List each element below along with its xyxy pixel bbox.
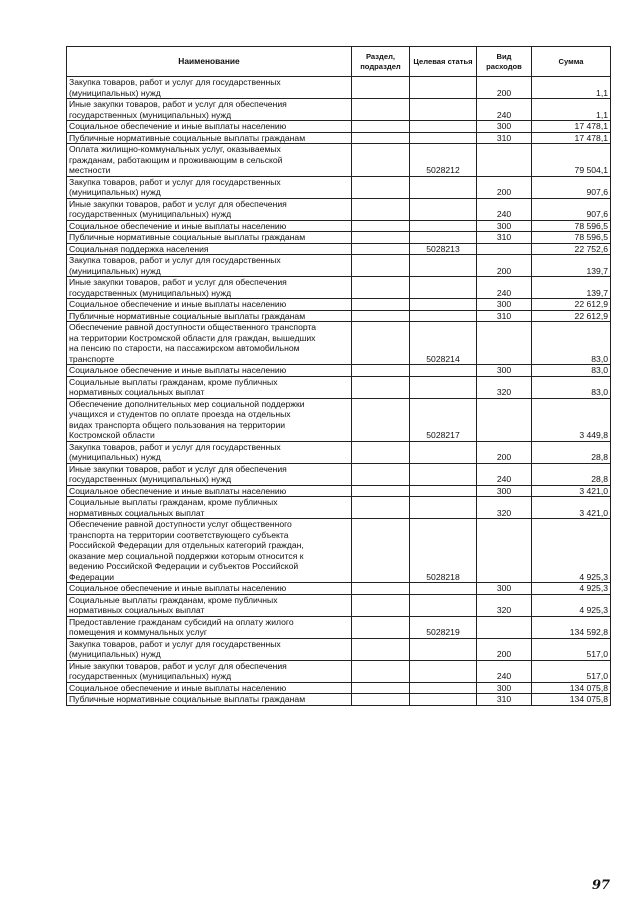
row-target — [410, 176, 477, 198]
row-target — [410, 376, 477, 398]
row-section — [352, 497, 410, 519]
row-sum: 3 421,0 — [532, 485, 611, 497]
row-target — [410, 220, 477, 232]
row-name: Социальное обеспечение и иные выплаты населению — [67, 121, 352, 133]
row-target — [410, 310, 477, 322]
row-target: 5028217 — [410, 398, 477, 441]
row-type: 240 — [477, 660, 532, 682]
row-section — [352, 99, 410, 121]
row-name: Обеспечение равной доступности услуг общественного транспорта на территории соответствующего субъекта Российской Федерации для отдельных категорий граждан, оказание мер социальной поддержки которым относится к ведению Российской Федерации и субъектов Российской Федерации — [67, 519, 352, 583]
table-row — [67, 376, 611, 398]
table-row — [67, 99, 611, 121]
row-target — [410, 255, 477, 277]
row-sum: 4 925,3 — [532, 583, 611, 595]
row-name: Закупка товаров, работ и услуг для государственных (муниципальных) нужд — [67, 255, 352, 277]
row-section — [352, 682, 410, 694]
row-section — [352, 441, 410, 463]
row-section — [352, 132, 410, 144]
row-sum: 17 478,1 — [532, 121, 611, 133]
row-target — [410, 232, 477, 244]
table-row — [67, 322, 611, 365]
row-target — [410, 694, 477, 706]
row-section — [352, 583, 410, 595]
row-type: 320 — [477, 594, 532, 616]
table-row — [67, 638, 611, 660]
row-type — [477, 398, 532, 441]
row-name: Социальное обеспечение и иные выплаты населению — [67, 485, 352, 497]
row-sum: 517,0 — [532, 638, 611, 660]
row-name: Публичные нормативные социальные выплаты гражданам — [67, 694, 352, 706]
table-row — [67, 121, 611, 133]
row-section — [352, 220, 410, 232]
row-section — [352, 243, 410, 255]
row-section — [352, 77, 410, 99]
table-row — [67, 176, 611, 198]
row-name: Публичные нормативные социальные выплаты гражданам — [67, 310, 352, 322]
table-row — [67, 485, 611, 497]
row-target — [410, 682, 477, 694]
row-target — [410, 277, 477, 299]
row-name: Публичные нормативные социальные выплаты гражданам — [67, 132, 352, 144]
row-name: Закупка товаров, работ и услуг для государственных (муниципальных) нужд — [67, 638, 352, 660]
table-row — [67, 310, 611, 322]
row-section — [352, 398, 410, 441]
row-name: Социальное обеспечение и иные выплаты населению — [67, 583, 352, 595]
row-sum: 78 596,5 — [532, 220, 611, 232]
table-row — [67, 198, 611, 220]
row-sum: 134 075,8 — [532, 682, 611, 694]
row-target — [410, 485, 477, 497]
row-name: Социальное обеспечение и иные выплаты населению — [67, 365, 352, 377]
row-target — [410, 463, 477, 485]
row-sum: 517,0 — [532, 660, 611, 682]
row-type: 310 — [477, 310, 532, 322]
row-type: 300 — [477, 485, 532, 497]
row-section — [352, 232, 410, 244]
row-section — [352, 310, 410, 322]
row-type: 310 — [477, 232, 532, 244]
row-section — [352, 638, 410, 660]
row-target — [410, 583, 477, 595]
row-section — [352, 660, 410, 682]
row-name: Социальное обеспечение и иные выплаты населению — [67, 220, 352, 232]
row-section — [352, 594, 410, 616]
row-sum: 4 925,3 — [532, 594, 611, 616]
row-type: 200 — [477, 176, 532, 198]
row-type: 200 — [477, 638, 532, 660]
row-name: Социальное обеспечение и иные выплаты населению — [67, 299, 352, 311]
header-section: Раздел, подраздел — [352, 47, 410, 77]
row-type — [477, 243, 532, 255]
table-row — [67, 616, 611, 638]
row-sum: 83,0 — [532, 365, 611, 377]
header-sum: Сумма — [532, 47, 611, 77]
row-target — [410, 497, 477, 519]
header-name: Наименование — [67, 47, 352, 77]
row-target — [410, 594, 477, 616]
table-row — [67, 594, 611, 616]
row-name: Закупка товаров, работ и услуг для государственных (муниципальных) нужд — [67, 77, 352, 99]
row-type: 320 — [477, 497, 532, 519]
row-name: Иные закупки товаров, работ и услуг для обеспечения государственных (муниципальных) нужд — [67, 463, 352, 485]
row-name: Обеспечение дополнительных мер социальной поддержки учащихся и студентов по оплате проезда на отдельных видах транспорта общего пользования на территории Костромской области — [67, 398, 352, 441]
row-type: 300 — [477, 121, 532, 133]
table-row — [67, 365, 611, 377]
row-sum: 139,7 — [532, 255, 611, 277]
row-name: Социальное обеспечение и иные выплаты населению — [67, 682, 352, 694]
row-section — [352, 694, 410, 706]
row-name: Иные закупки товаров, работ и услуг для обеспечения государственных (муниципальных) нужд — [67, 198, 352, 220]
row-target — [410, 77, 477, 99]
row-target — [410, 121, 477, 133]
row-section — [352, 255, 410, 277]
row-name: Социальные выплаты гражданам, кроме публичных нормативных социальных выплат — [67, 594, 352, 616]
row-type: 300 — [477, 682, 532, 694]
row-sum: 1,1 — [532, 99, 611, 121]
row-type — [477, 322, 532, 365]
table-row — [67, 144, 611, 177]
row-sum: 134 592,8 — [532, 616, 611, 638]
row-target: 5028212 — [410, 144, 477, 177]
row-target — [410, 99, 477, 121]
row-section — [352, 485, 410, 497]
row-name: Публичные нормативные социальные выплаты гражданам — [67, 232, 352, 244]
row-name: Социальные выплаты гражданам, кроме публичных нормативных социальных выплат — [67, 497, 352, 519]
row-name: Закупка товаров, работ и услуг для государственных (муниципальных) нужд — [67, 176, 352, 198]
row-section — [352, 322, 410, 365]
table-row — [67, 255, 611, 277]
row-name: Социальные выплаты гражданам, кроме публичных нормативных социальных выплат — [67, 376, 352, 398]
table-row — [67, 220, 611, 232]
row-sum: 3 421,0 — [532, 497, 611, 519]
row-type: 240 — [477, 198, 532, 220]
row-section — [352, 121, 410, 133]
row-section — [352, 198, 410, 220]
table-row — [67, 519, 611, 583]
table-row — [67, 299, 611, 311]
row-sum: 22 752,6 — [532, 243, 611, 255]
row-sum: 907,6 — [532, 176, 611, 198]
row-sum: 83,0 — [532, 322, 611, 365]
row-target — [410, 638, 477, 660]
row-name: Обеспечение равной доступности общественного транспорта на территории Костромской области для граждан, вышедших на пенсию по старости, на пассажирском автомобильном транспорте — [67, 322, 352, 365]
row-type: 300 — [477, 583, 532, 595]
row-section — [352, 616, 410, 638]
table-row — [67, 660, 611, 682]
row-sum: 22 612,9 — [532, 299, 611, 311]
row-target: 5028218 — [410, 519, 477, 583]
header-type: Вид расходов — [477, 47, 532, 77]
row-name: Иные закупки товаров, работ и услуг для обеспечения государственных (муниципальных) нужд — [67, 99, 352, 121]
row-target — [410, 198, 477, 220]
row-type: 300 — [477, 299, 532, 311]
row-type: 310 — [477, 132, 532, 144]
row-type: 200 — [477, 441, 532, 463]
row-sum: 17 478,1 — [532, 132, 611, 144]
row-section — [352, 176, 410, 198]
row-name: Закупка товаров, работ и услуг для государственных (муниципальных) нужд — [67, 441, 352, 463]
row-section — [352, 519, 410, 583]
table-row — [67, 232, 611, 244]
row-name: Иные закупки товаров, работ и услуг для обеспечения государственных (муниципальных) нужд — [67, 660, 352, 682]
row-sum: 134 075,8 — [532, 694, 611, 706]
row-type: 320 — [477, 376, 532, 398]
row-type: 310 — [477, 694, 532, 706]
table-row — [67, 277, 611, 299]
table-row — [67, 694, 611, 706]
row-name: Оплата жилищно-коммунальных услуг, оказываемых гражданам, работающим и проживающим в сельской местности — [67, 144, 352, 177]
row-section — [352, 277, 410, 299]
row-type: 300 — [477, 365, 532, 377]
table-header-row — [67, 47, 611, 77]
row-section — [352, 463, 410, 485]
table-row — [67, 243, 611, 255]
row-type: 300 — [477, 220, 532, 232]
row-section — [352, 365, 410, 377]
table-body — [67, 77, 611, 706]
row-sum: 78 596,5 — [532, 232, 611, 244]
row-target: 5028213 — [410, 243, 477, 255]
budget-table — [66, 46, 611, 706]
table-row — [67, 441, 611, 463]
row-sum: 139,7 — [532, 277, 611, 299]
table-row — [67, 463, 611, 485]
table-row — [67, 497, 611, 519]
row-name: Социальная поддержка населения — [67, 243, 352, 255]
table-row — [67, 77, 611, 99]
row-type: 200 — [477, 255, 532, 277]
row-target — [410, 299, 477, 311]
row-sum: 28,8 — [532, 441, 611, 463]
row-sum: 3 449,8 — [532, 398, 611, 441]
row-type — [477, 519, 532, 583]
row-sum: 83,0 — [532, 376, 611, 398]
page-number: 97 — [592, 878, 611, 893]
table-row — [67, 398, 611, 441]
row-sum: 28,8 — [532, 463, 611, 485]
row-sum: 4 925,3 — [532, 519, 611, 583]
row-sum: 22 612,9 — [532, 310, 611, 322]
row-target: 5028219 — [410, 616, 477, 638]
row-target — [410, 660, 477, 682]
table-row — [67, 583, 611, 595]
row-type: 240 — [477, 277, 532, 299]
table-row — [67, 132, 611, 144]
row-target: 5028214 — [410, 322, 477, 365]
row-type — [477, 144, 532, 177]
row-type: 200 — [477, 77, 532, 99]
row-target — [410, 132, 477, 144]
row-sum: 1,1 — [532, 77, 611, 99]
row-section — [352, 299, 410, 311]
row-section — [352, 144, 410, 177]
header-target: Целевая статья — [410, 47, 477, 77]
row-sum: 907,6 — [532, 198, 611, 220]
row-type: 240 — [477, 463, 532, 485]
row-name: Предоставление гражданам субсидий на оплату жилого помещения и коммунальных услуг — [67, 616, 352, 638]
table-row — [67, 682, 611, 694]
row-target — [410, 441, 477, 463]
row-type — [477, 616, 532, 638]
row-target — [410, 365, 477, 377]
row-section — [352, 376, 410, 398]
row-sum: 79 504,1 — [532, 144, 611, 177]
row-name: Иные закупки товаров, работ и услуг для обеспечения государственных (муниципальных) нужд — [67, 277, 352, 299]
row-type: 240 — [477, 99, 532, 121]
